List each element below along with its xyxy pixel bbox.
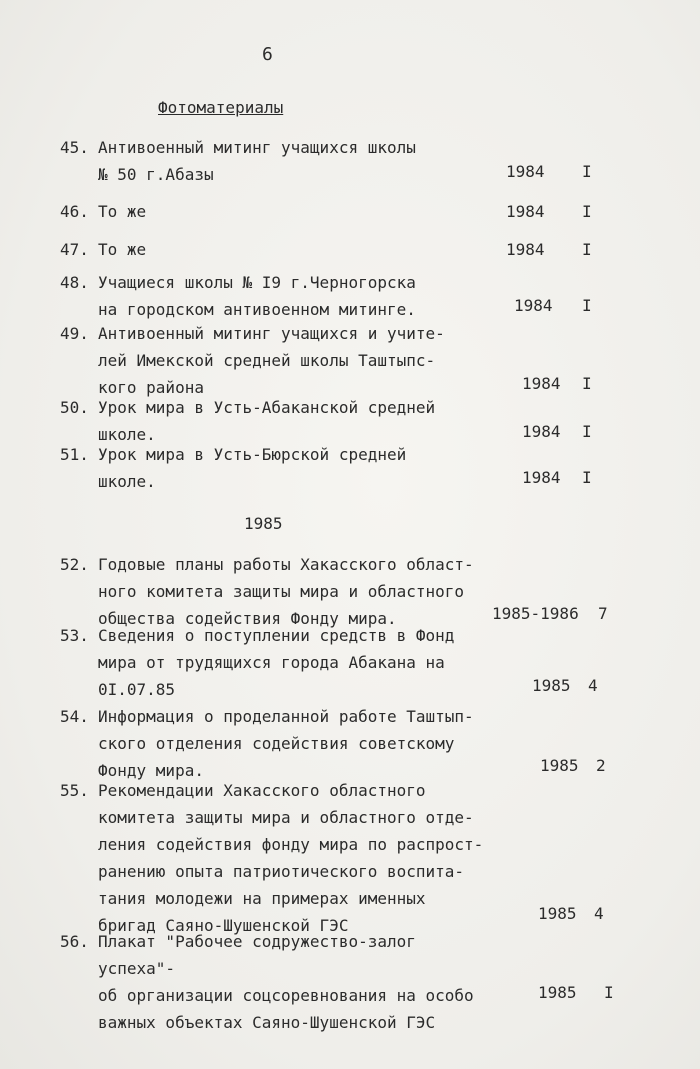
- entry-51: [60, 441, 498, 495]
- entry-number: 52.: [60, 555, 89, 574]
- entry-49: [60, 320, 498, 401]
- entry-number: 55.: [60, 781, 89, 800]
- entry-date: 1984: [514, 296, 553, 315]
- entry-date: 1984: [522, 468, 561, 487]
- page-number: 6: [262, 44, 273, 65]
- entry-number: 53.: [60, 626, 89, 645]
- entry-53: [60, 622, 498, 703]
- section-heading: Фотоматериалы: [158, 98, 284, 117]
- entry-date: 1984: [522, 422, 561, 441]
- entry-date: 1984: [506, 162, 545, 181]
- entry-date: 1984: [506, 240, 545, 259]
- entry-date: 1985: [538, 904, 577, 923]
- entry-date: 1984: [522, 374, 561, 393]
- entry-count: I: [604, 983, 614, 1002]
- entry-title: Плакат "Рабочее содружество-залог успеха"- об организации соцсоревнования на особо важных объектах Саяно-Шушенской ГЭС: [98, 932, 474, 1032]
- entry-count: 2: [596, 756, 606, 775]
- entry-title: Рекомендации Хакасского областного комитета защиты мира и областного отде- ления содействия фонду мира по распрост- ранению опыта патриотического воспита- тания молодежи на примерах именных бригад Саяно-Шушенской ГЭС: [98, 781, 484, 935]
- entry-date: 1985-1986: [492, 604, 579, 623]
- entry-number: 45.: [60, 138, 89, 157]
- entry-title: Сведения о поступлении средств в Фонд мира от трудящихся города Абакана на 0I.07.85: [98, 626, 455, 699]
- entry-number: 54.: [60, 707, 89, 726]
- entry-count: I: [582, 296, 592, 315]
- entry-50: [60, 394, 498, 448]
- entry-title: Учащиеся школы № I9 г.Черногорска на городском антивоенном митинге.: [98, 273, 416, 319]
- entry-count: I: [582, 422, 592, 441]
- entry-count: I: [582, 162, 592, 181]
- entry-count: I: [582, 202, 592, 221]
- entry-number: 46.: [60, 202, 89, 221]
- entry-52: [60, 551, 498, 632]
- entry-date: 1985: [538, 983, 577, 1002]
- entry-count: 7: [598, 604, 608, 623]
- entry-number: 51.: [60, 445, 89, 464]
- entry-number: 48.: [60, 273, 89, 292]
- entry-47: [60, 236, 498, 263]
- entry-48: [60, 269, 498, 323]
- entry-date: 1985: [540, 756, 579, 775]
- entry-title: Урок мира в Усть-Абаканской средней школе.: [98, 398, 436, 444]
- entry-count: 4: [594, 904, 604, 923]
- entry-title: Антивоенный митинг учащихся школы № 50 г.Абазы: [98, 138, 416, 184]
- entry-title: Информация о проделанной работе Таштып- ского отделения содействия советскому Фонду мира.: [98, 707, 474, 780]
- entry-title: Урок мира в Усть-Бюрской средней школе.: [98, 445, 407, 491]
- entry-count: 4: [588, 676, 598, 695]
- entry-number: 50.: [60, 398, 89, 417]
- entry-number: 49.: [60, 324, 89, 343]
- entry-46: [60, 198, 498, 225]
- entry-45: [60, 134, 498, 188]
- entry-number: 47.: [60, 240, 89, 259]
- entry-date: 1984: [506, 202, 545, 221]
- entry-date: 1985: [532, 676, 571, 695]
- entry-title: Годовые планы работы Хакасского област- ного комитета защиты мира и областного общества содействия Фонду мира.: [98, 555, 474, 628]
- entry-number: 56.: [60, 932, 89, 951]
- entry-title: То же: [98, 240, 147, 259]
- entry-54: [60, 703, 498, 784]
- entry-count: I: [582, 374, 592, 393]
- entry-count: I: [582, 468, 592, 487]
- entry-56: [60, 928, 498, 1036]
- year-heading: 1985: [244, 514, 283, 533]
- entry-title: То же: [98, 202, 147, 221]
- entry-count: I: [582, 240, 592, 259]
- entry-55: [60, 777, 498, 939]
- entry-title: Антивоенный митинг учащихся и учите- лей Имекской средней школы Таштыпс- кого района: [98, 324, 445, 397]
